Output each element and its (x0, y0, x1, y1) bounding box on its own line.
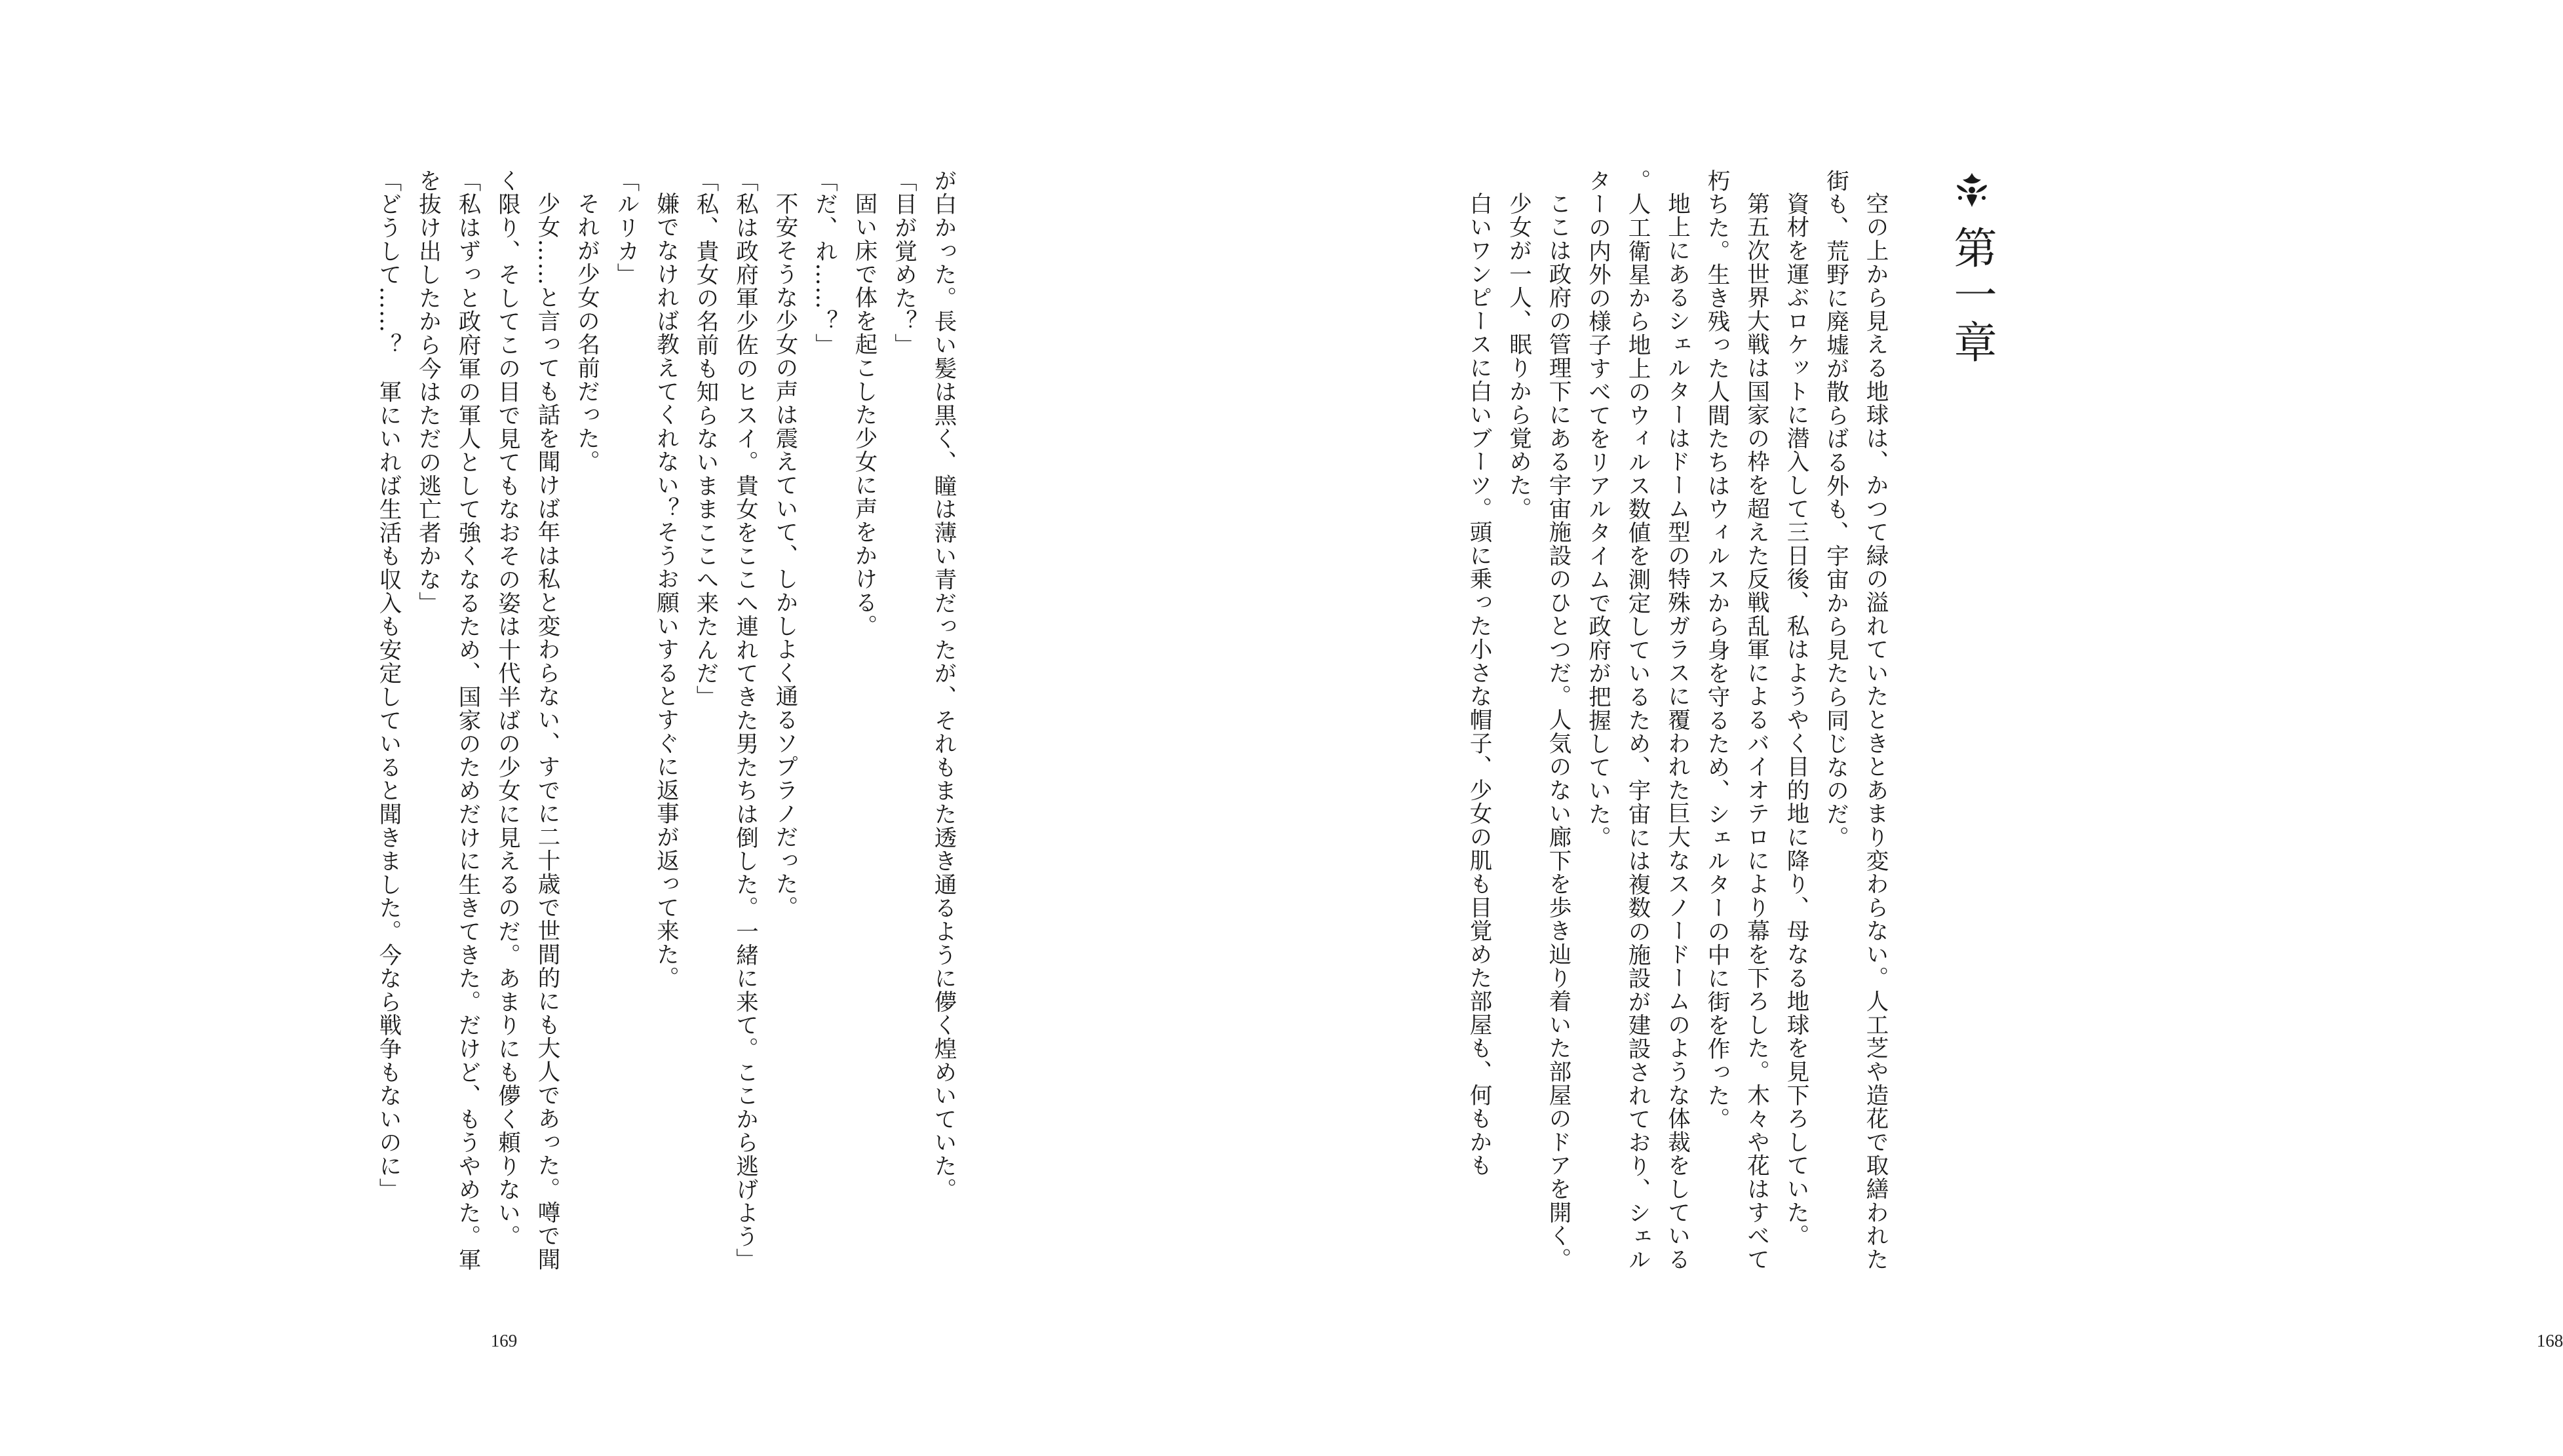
page-number-right: 168 (2536, 1331, 2563, 1351)
paragraph: ここは政府の管理下にある宇宙施設のひとつだ。人気のない廊下を歩き辿り着いた部屋のドアを開く。 (1545, 191, 1571, 1271)
paragraph: 「どうして……？ 軍にいれば生活も収入も安定していると聞きました。今なら戦争もないのに」 (375, 169, 401, 1202)
paragraph: 地上にあるシェルターはドーム型の特殊ガラスに覆われた巨大なスノードームのような体裁をしている。人工衛星から地上のウィルス数値を測定しているため、宇宙には複数の施設が建設されており、シェルターの内外の様子すべてをリアルタイムで政府が把握していた。 (1584, 169, 1690, 1272)
left-page (0, 0, 1011, 1456)
paragraph: 不安そうな少女の声は震えていて、しかしよく通るソプラノだった。 (771, 191, 798, 919)
paragraph: 「私、貴女の名前も知らないままここへ来たんだ」 (692, 169, 718, 709)
paragraph: 「ルリカ」 (613, 169, 639, 286)
paragraph: 「私はずっと政府軍の軍人として強くなるため、国家のためだけに生きてきた。だけど、もうやめた。軍を抜け出したから今はただの逃亡者かな」 (414, 169, 480, 1272)
right-page-body (1239, 169, 1895, 1273)
paragraph: 第五次世界大戦は国家の枠を超えた反戦乱軍によるバイオテロにより幕を下ろした。木々や花はすべて朽ちた。生き残った人間たちはウィルスから身を守るため、シェルターの中に街を作った。 (1703, 169, 1769, 1271)
paragraph: 少女……と言っても話を聞けば年は私と変わらない、すでに二十歳で世間的にも大人であった。噂で聞く限り、そしてこの目で見てもなおその姿は十代半ばの少女に見えるのだ。あまりにも儚く頼りない。 (493, 169, 560, 1271)
paragraph: 「だ、れ……？」 (811, 169, 838, 357)
paragraph: 固い床で体を起こした少女に声をかける。 (851, 191, 877, 638)
page-number-left: 169 (490, 1331, 518, 1351)
paragraph: 「目が覚めた？」 (890, 169, 917, 357)
paragraph: 「私は政府軍少佐のヒスイ。貴女をここへ連れてきた男たちは倒した。一緒に来て。ここから逃げよう」 (731, 169, 758, 1272)
right-page (1011, 0, 2563, 1456)
paragraph: 空の上から見える地球は、かつて緑の溢れていたときとあまり変わらない。人工芝や造花で取繕われた街も、荒野に廃墟が散らばる外も、宇宙から見たら同じなのだ。 (1822, 169, 1888, 1271)
paragraph: 資材を運ぶロケットに潜入して三日後、私はようやく目的地に降り、母なる地球を見下ろしていた。 (1783, 191, 1809, 1248)
paragraph: それが少女の名前だった。 (573, 191, 600, 474)
chapter-heading (1940, 169, 2003, 367)
left-page-body (294, 169, 963, 1273)
paragraph: が白かった。長い髪は黒く、瞳は薄い青だったが、それもまた透き通るように儚く煌めいていた。 (930, 169, 956, 1202)
paragraph: 白いワンピースに白いブーツ。頭に乗った小さな帽子、少女の肌も目覚めた部屋も、何もかも (1465, 191, 1492, 1178)
fleuron-ornament-icon (1951, 169, 1993, 211)
paragraph: 嫌でなければ教えてくれない？そうお願いするとすぐに返事が返って来た。 (652, 191, 679, 989)
paragraph: 少女が一人、眠りから覚めた。 (1505, 191, 1532, 520)
chapter-title: 第一章 (1946, 225, 1997, 367)
